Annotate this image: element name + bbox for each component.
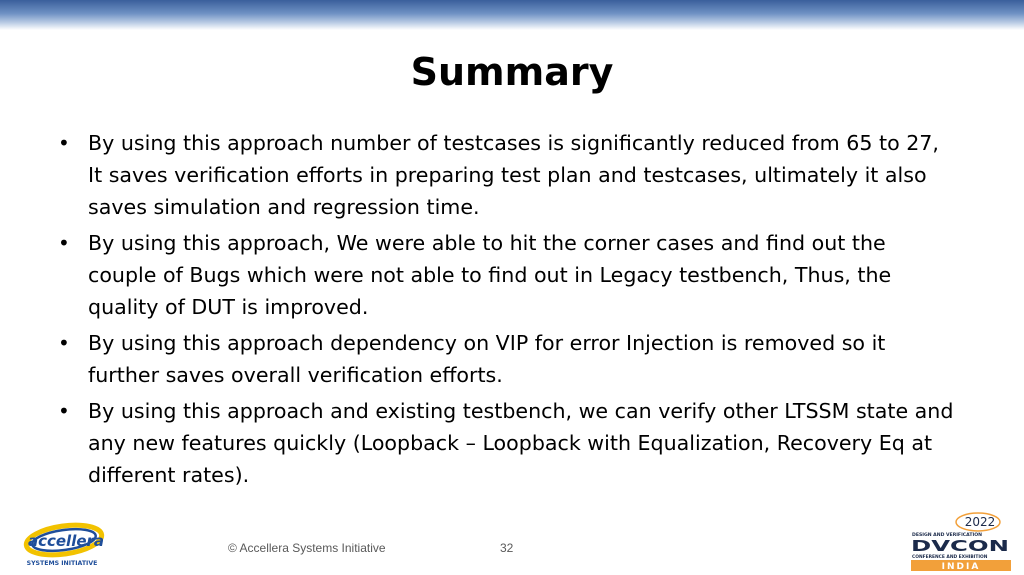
top-gradient-band [0, 0, 1024, 30]
accellera-logo-word: accellera [27, 532, 105, 550]
footer-copyright: © Accellera Systems Initiative [228, 541, 386, 555]
bullet-text: By using this approach dependency on VIP for error Injection is removed so it further saves overall verification efforts. [88, 331, 886, 387]
bullet-dot-icon: • [58, 331, 70, 355]
dvcon-region: INDIA [941, 562, 981, 572]
bullet-item [58, 395, 958, 491]
bullet-dot-icon: • [58, 399, 70, 423]
bullet-text: By using this approach, We were able to hit the corner cases and find out the couple of Bugs which were not able to find out in Legacy testbench, Thus, the quality of DUT is improved. [88, 231, 892, 319]
accellera-logo-icon [22, 521, 112, 569]
bullet-item [58, 327, 958, 391]
bullet-text: By using this approach and existing testbench, we can verify other LTSSM state and any new features quickly (Loopback – Loopback with Equalization, Recovery Eq at different rates). [88, 399, 954, 487]
accellera-logo-sub: SYSTEMS INITIATIVE [26, 560, 98, 567]
dvcon-logo-icon [908, 510, 1014, 572]
page-number: 32 [500, 541, 514, 555]
bullet-list [58, 127, 958, 495]
dvcon-year: 2022 [964, 515, 996, 529]
bullet-dot-icon: • [58, 131, 70, 155]
dvcon-name: DVCON [911, 537, 1009, 555]
bullet-text: By using this approach number of testcases is significantly reduced from 65 to 27, It saves verification efforts in preparing test plan and testcases, ultimately it also saves simulation and regression time. [88, 131, 939, 219]
bullet-item [58, 127, 958, 223]
dvcon-line1: DESIGN AND VERIFICATION [912, 533, 982, 538]
bullet-dot-icon: • [58, 231, 70, 255]
slide-title: Summary [410, 50, 614, 94]
dvcon-line2: CONFERENCE AND EXHIBITION [912, 555, 988, 560]
bullet-item [58, 227, 958, 323]
